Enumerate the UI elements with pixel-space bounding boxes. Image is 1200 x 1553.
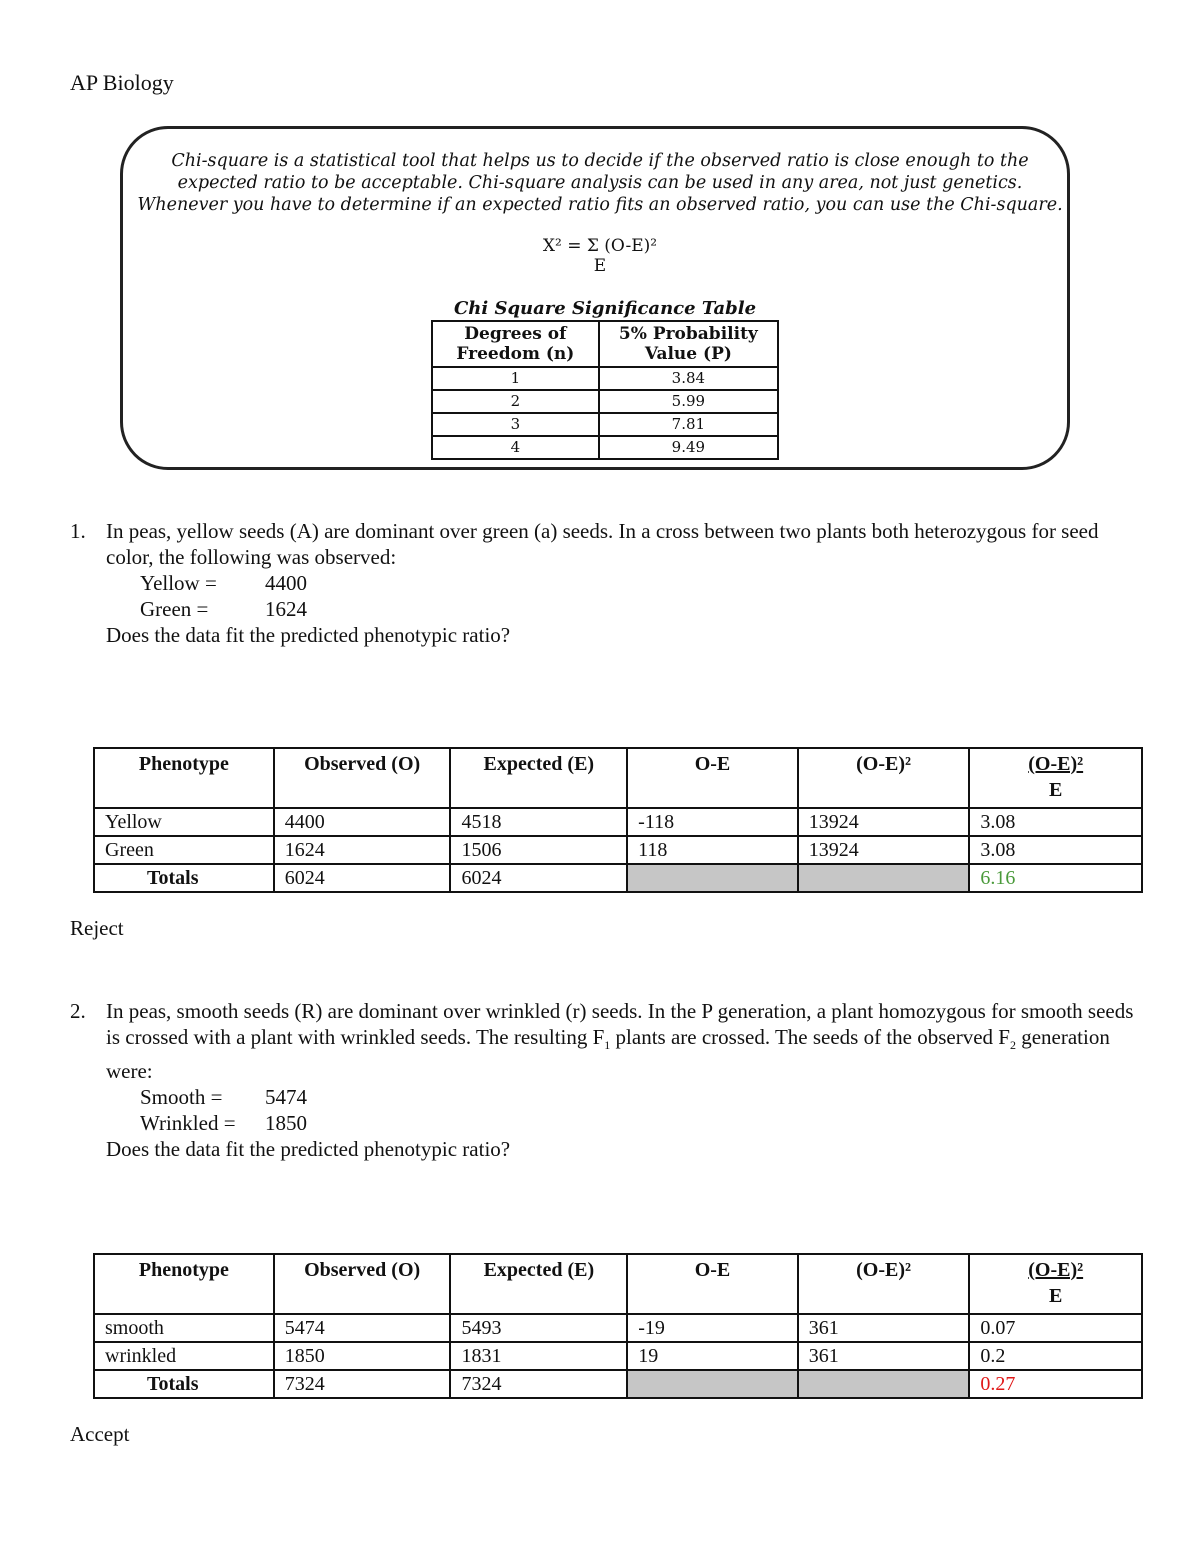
shaded-cell	[627, 864, 798, 892]
table-row	[432, 436, 778, 459]
cell-chi-term: 3.08	[969, 836, 1142, 864]
question-prompt: Does the data fit the predicted phenotypic ratio?	[106, 1137, 511, 1162]
shaded-cell	[798, 1370, 970, 1398]
value-number: 4400	[265, 571, 307, 595]
formula-numerator: X² = Σ (O-E)²	[542, 236, 658, 256]
cell-observed: 1624	[274, 836, 451, 864]
significance-table	[431, 320, 779, 460]
cell-o-minus-e: 19	[627, 1342, 798, 1370]
total-observed: 7324	[274, 1370, 451, 1398]
value-label: Yellow =	[140, 571, 217, 595]
question-text-part: generation were:	[106, 1025, 1110, 1084]
chi-term-denominator: E	[1049, 1285, 1063, 1307]
cell-expected: 4518	[450, 808, 627, 836]
chi-term-numerator: (O-E)²	[1028, 1259, 1084, 1281]
observed-value-row	[140, 1110, 1140, 1136]
observed-value-row	[140, 570, 1140, 596]
chi-square-table-2	[93, 1253, 1143, 1399]
chi-square-formula	[480, 236, 720, 276]
header-o-minus-e: O-E	[627, 748, 798, 808]
question-number: 2.	[70, 999, 86, 1023]
cell-squared: 361	[798, 1342, 970, 1370]
value-label: Wrinkled =	[140, 1111, 236, 1136]
cell-phenotype: smooth	[94, 1314, 274, 1342]
table-row	[432, 413, 778, 436]
chi-square-intro	[130, 150, 1070, 216]
header-observed: Observed (O)	[274, 1254, 451, 1314]
cell-squared: 361	[798, 1314, 970, 1342]
verdict-1: Reject	[70, 916, 124, 940]
header-o-minus-e-squared: (O-E)²	[798, 1254, 970, 1314]
sig-p: 9.49	[599, 436, 778, 459]
header-o-minus-e-squared: (O-E)²	[798, 748, 970, 808]
formula-denominator: E	[593, 256, 607, 276]
sig-df: 2	[432, 390, 599, 413]
observed-value-row	[140, 1084, 1140, 1110]
header-observed: Observed (O)	[274, 748, 451, 808]
header-phenotype: Phenotype	[94, 1254, 274, 1314]
chi-square-table-1	[93, 747, 1143, 893]
table-row	[94, 808, 1142, 836]
intro-line: Chi-square is a statistical tool that helps us to decide if the observed ratio is close enough to the	[171, 151, 1029, 171]
cell-phenotype: wrinkled	[94, 1342, 274, 1370]
value-label: Smooth =	[140, 1085, 223, 1110]
sig-header-df: Degrees of Freedom (n)	[432, 321, 599, 367]
sig-p: 7.81	[599, 413, 778, 436]
total-expected: 6024	[450, 864, 627, 892]
table-row	[432, 390, 778, 413]
question-prompt: Does the data fit the predicted phenotypic ratio?	[106, 623, 511, 647]
cell-phenotype: Green	[94, 836, 274, 864]
cell-expected: 5493	[450, 1314, 627, 1342]
cell-chi-term: 0.07	[969, 1314, 1142, 1342]
value-label: Green =	[140, 597, 209, 621]
question-text: In peas, yellow seeds (A) are dominant over green (a) seeds. In a cross between two plants both heterozygous for seed color, the following was observed:	[106, 519, 1099, 569]
cell-chi-term: 0.2	[969, 1342, 1142, 1370]
shaded-cell	[798, 864, 970, 892]
header-chi-term	[969, 748, 1142, 808]
value-number: 1624	[265, 597, 307, 621]
cell-squared: 13924	[798, 836, 970, 864]
cell-expected: 1506	[450, 836, 627, 864]
cell-observed: 1850	[274, 1342, 451, 1370]
header-expected: Expected (E)	[450, 748, 627, 808]
chi-term-numerator: (O-E)²	[1028, 753, 1084, 775]
total-expected: 7324	[450, 1370, 627, 1398]
total-observed: 6024	[274, 864, 451, 892]
cell-o-minus-e: -118	[627, 808, 798, 836]
intro-line: expected ratio to be acceptable. Chi-square analysis can be used in any area, not just genetics.	[177, 173, 1023, 193]
sig-df: 1	[432, 367, 599, 390]
cell-observed: 5474	[274, 1314, 451, 1342]
subscript: 1	[604, 1038, 611, 1053]
header-o-minus-e: O-E	[627, 1254, 798, 1314]
totals-label: Totals	[94, 1370, 274, 1398]
header-chi-term	[969, 1254, 1142, 1314]
totals-row	[94, 1370, 1142, 1398]
header-phenotype: Phenotype	[94, 748, 274, 808]
shaded-cell	[627, 1370, 798, 1398]
chi-term-denominator: E	[1049, 779, 1063, 801]
chi-square-total: 6.16	[969, 864, 1142, 892]
value-number: 5474	[265, 1085, 307, 1110]
sig-header-p: 5% Probability Value (P)	[599, 321, 778, 367]
question-1	[70, 518, 1140, 648]
totals-row	[94, 864, 1142, 892]
intro-line: Whenever you have to determine if an expected ratio fits an observed ratio, you can use the Chi-square.	[137, 195, 1063, 215]
significance-table-caption: Chi Square Significance Table	[453, 298, 757, 319]
cell-chi-term: 3.08	[969, 808, 1142, 836]
cell-o-minus-e: 118	[627, 836, 798, 864]
table-row	[432, 367, 778, 390]
cell-o-minus-e: -19	[627, 1314, 798, 1342]
question-text	[106, 998, 1140, 1084]
question-2	[70, 998, 1140, 1162]
header-expected: Expected (E)	[450, 1254, 627, 1314]
table-row	[94, 1314, 1142, 1342]
sig-p: 3.84	[599, 367, 778, 390]
cell-phenotype: Yellow	[94, 808, 274, 836]
subscript: 2	[1009, 1038, 1016, 1053]
question-number: 1.	[70, 519, 86, 543]
value-number: 1850	[265, 1111, 307, 1136]
sig-p: 5.99	[599, 390, 778, 413]
cell-observed: 4400	[274, 808, 451, 836]
course-title: AP Biology	[70, 70, 174, 95]
cell-expected: 1831	[450, 1342, 627, 1370]
verdict-2: Accept	[70, 1422, 130, 1446]
totals-label: Totals	[94, 864, 274, 892]
chi-square-total: 0.27	[969, 1370, 1142, 1398]
sig-df: 4	[432, 436, 599, 459]
sig-df: 3	[432, 413, 599, 436]
question-text-part: In peas, smooth seeds (R) are dominant over wrinkled (r) seeds. In the P generation, a plant homozygous for smooth seeds is crossed with a plant with wrinkled seeds. The resulting F	[106, 999, 1134, 1049]
question-text-part: plants are crossed. The seeds of the observed F	[615, 1025, 1010, 1049]
table-row	[94, 836, 1142, 864]
observed-value-row	[140, 596, 1140, 622]
table-row	[94, 1342, 1142, 1370]
cell-squared: 13924	[798, 808, 970, 836]
